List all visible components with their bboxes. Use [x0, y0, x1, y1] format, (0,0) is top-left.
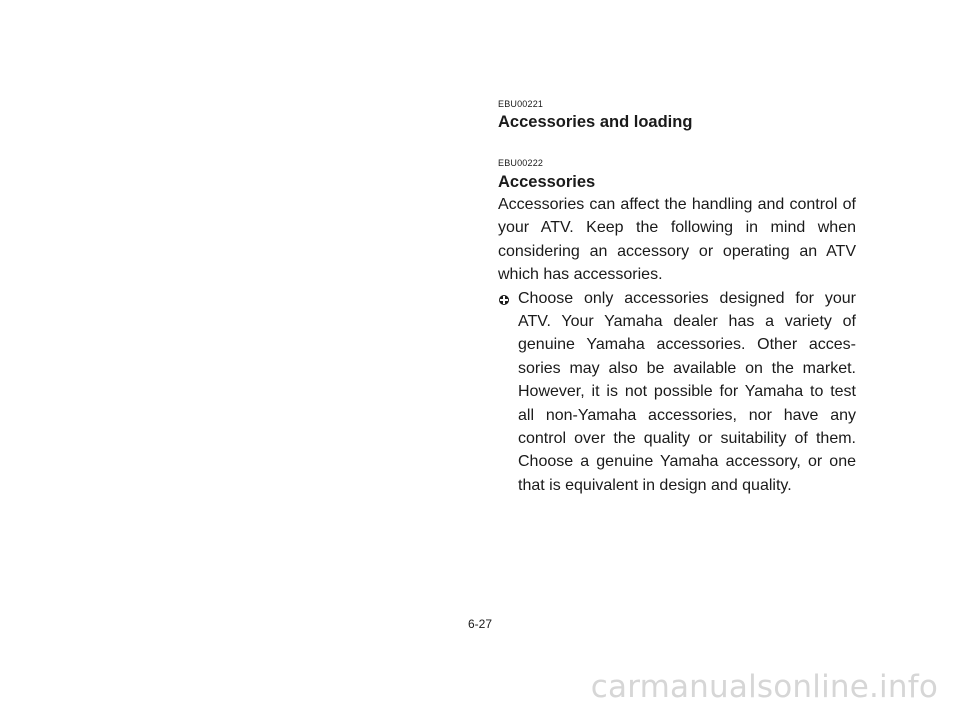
bullet-text: Choose only accessories designed for your ATV. Your Yamaha dealer has a variety of genuine Yamaha accessories. Other acces-sories may also be available on the market. However, it is not possible for Yamaha to test all non-Yamaha accessories, nor have any control over the quality or suitability of them. Choose a genuine Yamaha accessory, or one that is equivalent in design and quality.: [518, 289, 856, 494]
bullet-icon: [499, 295, 509, 305]
bullet-item: [498, 287, 856, 498]
subsection-title: Accessories: [498, 173, 596, 191]
section-title: Accessories and loading: [498, 113, 693, 131]
section-code: EBU00221: [498, 99, 544, 109]
page-number: 6-27: [467, 617, 493, 631]
page-content: [498, 98, 856, 497]
watermark: carmanualsonline.info: [590, 669, 938, 705]
subsection-code: EBU00222: [498, 158, 544, 168]
intro-paragraph: Accessories can affect the handling and control of your ATV. Keep the following in mind when considering an accessory or operating an ATV which has accessories.: [498, 196, 856, 284]
